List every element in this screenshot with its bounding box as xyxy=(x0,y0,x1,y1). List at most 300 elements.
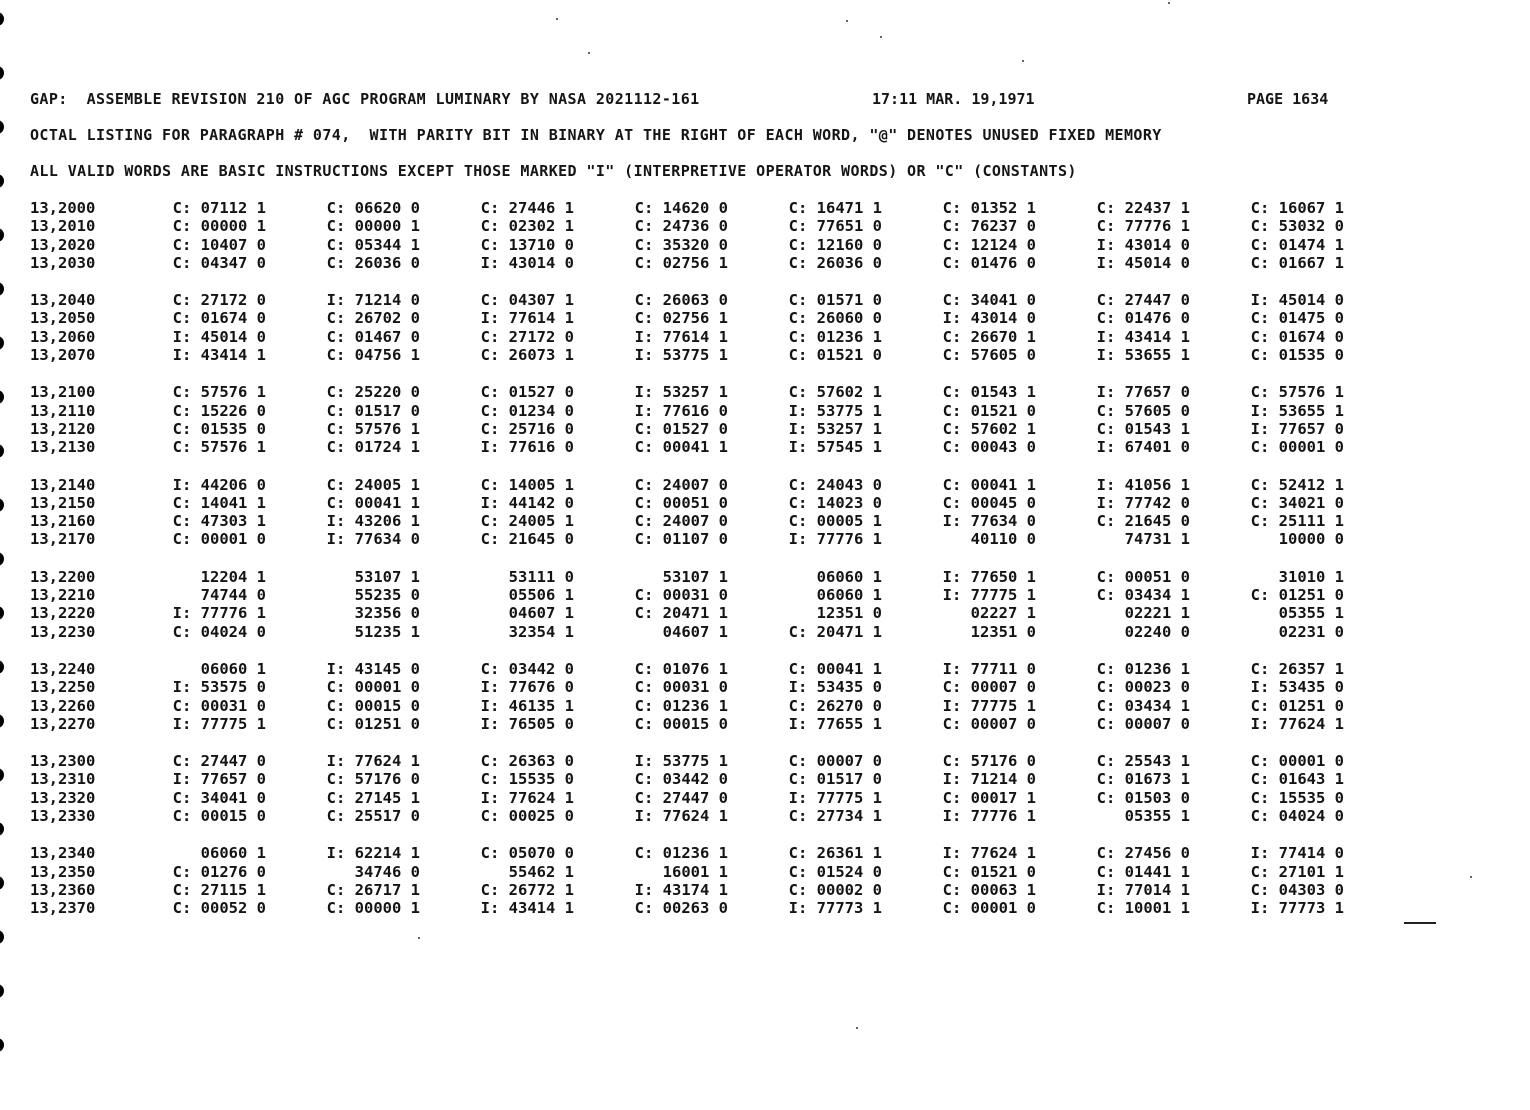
memory-address: 13,2330 xyxy=(30,807,96,826)
octal-word: 32354 1 xyxy=(508,622,574,641)
octal-word: C: 21645 0 xyxy=(480,530,574,549)
punch-hole xyxy=(0,120,4,134)
octal-word: I: 53775 1 xyxy=(788,401,882,420)
octal-word: C: 01475 0 xyxy=(1250,309,1344,328)
octal-word: C: 04024 0 xyxy=(172,622,266,641)
octal-word: C: 76237 0 xyxy=(942,217,1036,236)
octal-word: C: 03434 1 xyxy=(1096,696,1190,715)
octal-word: I: 77776 1 xyxy=(942,807,1036,826)
octal-word: C: 26036 0 xyxy=(788,253,882,272)
octal-word: C: 01724 1 xyxy=(326,438,420,457)
octal-word: C: 10001 1 xyxy=(1096,899,1190,918)
octal-word: C: 25716 0 xyxy=(480,419,574,438)
memory-address: 13,2130 xyxy=(30,438,96,457)
octal-word: C: 01674 0 xyxy=(1250,327,1344,346)
octal-word: I: 53435 0 xyxy=(1250,678,1344,697)
octal-word: C: 00052 0 xyxy=(172,899,266,918)
octal-word: C: 12160 0 xyxy=(788,235,882,254)
memory-address: 13,2120 xyxy=(30,419,96,438)
octal-word: C: 01543 1 xyxy=(1096,419,1190,438)
octal-word: C: 01107 0 xyxy=(634,530,728,549)
octal-word: C: 01527 0 xyxy=(634,419,728,438)
octal-word: C: 01571 0 xyxy=(788,291,882,310)
memory-address: 13,2110 xyxy=(30,401,96,420)
octal-word: C: 01467 0 xyxy=(326,327,420,346)
octal-word: I: 53435 0 xyxy=(788,678,882,697)
punch-hole xyxy=(0,768,4,782)
octal-word: C: 57576 1 xyxy=(172,383,266,402)
octal-word: I: 53775 1 xyxy=(634,346,728,365)
scan-speck xyxy=(588,52,590,54)
octal-word: C: 01643 1 xyxy=(1250,770,1344,789)
memory-address: 13,2000 xyxy=(30,199,96,217)
octal-word: C: 01441 1 xyxy=(1096,862,1190,881)
scan-speck xyxy=(1470,876,1472,878)
octal-word: I: 77650 1 xyxy=(942,567,1036,586)
octal-word: I: 77634 0 xyxy=(326,530,420,549)
punch-hole xyxy=(0,498,4,512)
octal-word: C: 24043 0 xyxy=(788,475,882,494)
octal-word: C: 01524 0 xyxy=(788,862,882,881)
octal-word: I: 77014 1 xyxy=(1096,880,1190,899)
octal-word: I: 71214 0 xyxy=(326,291,420,310)
octal-word: C: 26060 0 xyxy=(788,309,882,328)
octal-word: I: 77614 1 xyxy=(634,327,728,346)
octal-word: C: 34041 0 xyxy=(942,291,1036,310)
octal-word: I: 53655 1 xyxy=(1250,401,1344,420)
octal-word: I: 77711 0 xyxy=(942,659,1036,678)
octal-word: C: 02756 1 xyxy=(634,253,728,272)
octal-word: C: 77651 0 xyxy=(788,217,882,236)
punch-hole xyxy=(0,1038,4,1052)
octal-word: C: 25517 0 xyxy=(326,807,420,826)
octal-word: I: 77616 0 xyxy=(634,401,728,420)
header-timestamp: 17:11 MAR. 19,1971 xyxy=(872,90,1035,108)
octal-word: C: 24005 1 xyxy=(480,512,574,531)
memory-address: 13,2070 xyxy=(30,346,96,365)
octal-word: 12351 0 xyxy=(816,604,882,623)
octal-word: C: 14023 0 xyxy=(788,493,882,512)
octal-word: C: 14005 1 xyxy=(480,475,574,494)
octal-word: C: 00007 0 xyxy=(942,714,1036,733)
octal-word: I: 53257 1 xyxy=(634,383,728,402)
octal-word: 53111 0 xyxy=(508,567,574,586)
octal-word: 74731 1 xyxy=(1124,530,1190,549)
octal-word: C: 00000 1 xyxy=(326,217,420,236)
octal-word: I: 77775 1 xyxy=(942,586,1036,605)
octal-word: C: 57602 1 xyxy=(942,419,1036,438)
memory-address: 13,2240 xyxy=(30,659,96,678)
octal-word: C: 35320 0 xyxy=(634,235,728,254)
octal-word: C: 27101 1 xyxy=(1250,862,1344,881)
octal-word: C: 01521 0 xyxy=(788,346,882,365)
octal-word: I: 77742 0 xyxy=(1096,493,1190,512)
octal-word: I: 77624 1 xyxy=(326,752,420,771)
octal-word: C: 00001 0 xyxy=(326,678,420,697)
octal-word: C: 00025 0 xyxy=(480,807,574,826)
scan-mark xyxy=(1404,922,1436,924)
octal-word: 02240 0 xyxy=(1124,622,1190,641)
octal-word: 12204 1 xyxy=(200,567,266,586)
octal-word: C: 04347 0 xyxy=(172,253,266,272)
octal-word: C: 00007 0 xyxy=(788,752,882,771)
octal-word: I: 77773 1 xyxy=(788,899,882,918)
octal-word: C: 02302 1 xyxy=(480,217,574,236)
octal-word: C: 01674 0 xyxy=(172,309,266,328)
memory-address: 13,2340 xyxy=(30,844,96,863)
octal-word: C: 57576 1 xyxy=(172,438,266,457)
octal-word: 12351 0 xyxy=(970,622,1036,641)
octal-word: 53107 1 xyxy=(662,567,728,586)
octal-word: I: 77657 0 xyxy=(1096,383,1190,402)
octal-word: C: 27446 1 xyxy=(480,199,574,217)
octal-word: C: 26670 1 xyxy=(942,327,1036,346)
octal-word: C: 00031 0 xyxy=(634,678,728,697)
octal-word: I: 77624 1 xyxy=(1250,714,1344,733)
octal-word: C: 77776 1 xyxy=(1096,217,1190,236)
octal-word: 16001 1 xyxy=(662,862,728,881)
octal-word: C: 00041 1 xyxy=(634,438,728,457)
octal-word: C: 16067 1 xyxy=(1250,199,1344,217)
octal-word: C: 00000 1 xyxy=(326,899,420,918)
octal-word: 04607 1 xyxy=(662,622,728,641)
octal-word: I: 77655 1 xyxy=(788,714,882,733)
octal-word: C: 10407 0 xyxy=(172,235,266,254)
octal-word: C: 52412 1 xyxy=(1250,475,1344,494)
octal-word: I: 43145 0 xyxy=(326,659,420,678)
octal-word: I: 44142 0 xyxy=(480,493,574,512)
octal-word: I: 43414 1 xyxy=(172,346,266,365)
octal-word: I: 44206 0 xyxy=(172,475,266,494)
octal-word: C: 03442 0 xyxy=(634,770,728,789)
octal-word: I: 77775 1 xyxy=(172,714,266,733)
scan-speck xyxy=(846,20,848,22)
octal-word: I: 76505 0 xyxy=(480,714,574,733)
octal-word: C: 26063 0 xyxy=(634,291,728,310)
octal-word: C: 01251 0 xyxy=(326,714,420,733)
octal-word: C: 15226 0 xyxy=(172,401,266,420)
octal-word: C: 02756 1 xyxy=(634,309,728,328)
header-line-3: ALL VALID WORDS ARE BASIC INSTRUCTIONS EXCEPT THOSE MARKED "I" (INTERPRETIVE OPERATOR WORDS) OR "C" (CONSTANTS) xyxy=(30,162,1077,180)
octal-word: C: 01521 0 xyxy=(942,862,1036,881)
punch-hole xyxy=(0,606,4,620)
octal-word: I: 77776 1 xyxy=(788,530,882,549)
octal-word: C: 00041 1 xyxy=(942,475,1036,494)
octal-word: C: 04303 0 xyxy=(1250,880,1344,899)
octal-word: C: 03434 1 xyxy=(1096,586,1190,605)
octal-word: I: 77414 0 xyxy=(1250,844,1344,863)
octal-word: C: 07112 1 xyxy=(172,199,266,217)
header-page-number: PAGE 1634 xyxy=(1247,90,1329,108)
octal-word: I: 45014 0 xyxy=(1096,253,1190,272)
octal-word: C: 00063 1 xyxy=(942,880,1036,899)
octal-word: C: 00002 0 xyxy=(788,880,882,899)
octal-word: C: 34041 0 xyxy=(172,788,266,807)
octal-word: I: 53655 1 xyxy=(1096,346,1190,365)
octal-word: 05355 1 xyxy=(1278,604,1344,623)
octal-word: I: 77657 0 xyxy=(1250,419,1344,438)
octal-word: C: 57176 0 xyxy=(326,770,420,789)
octal-word: C: 01535 0 xyxy=(172,419,266,438)
memory-address: 13,2150 xyxy=(30,493,96,512)
scan-speck xyxy=(1168,2,1170,4)
octal-word: C: 01251 0 xyxy=(1250,586,1344,605)
octal-word: C: 27447 0 xyxy=(1096,291,1190,310)
octal-word: I: 43014 0 xyxy=(480,253,574,272)
scan-speck xyxy=(556,18,558,20)
octal-word: C: 00041 1 xyxy=(788,659,882,678)
octal-word: C: 26036 0 xyxy=(326,253,420,272)
octal-word: C: 26357 1 xyxy=(1250,659,1344,678)
octal-word: I: 77773 1 xyxy=(1250,899,1344,918)
octal-word: C: 00007 0 xyxy=(1096,714,1190,733)
octal-word: C: 15535 0 xyxy=(1250,788,1344,807)
memory-address: 13,2040 xyxy=(30,291,96,310)
octal-word: I: 53257 1 xyxy=(788,419,882,438)
octal-word: C: 15535 0 xyxy=(480,770,574,789)
octal-word: C: 01236 1 xyxy=(1096,659,1190,678)
octal-word: I: 57545 1 xyxy=(788,438,882,457)
octal-word: C: 01517 0 xyxy=(326,401,420,420)
octal-word: C: 26363 0 xyxy=(480,752,574,771)
punch-hole xyxy=(0,228,4,242)
octal-word: C: 00043 0 xyxy=(942,438,1036,457)
octal-word: C: 21645 0 xyxy=(1096,512,1190,531)
scan-speck xyxy=(856,1027,858,1029)
octal-word: I: 53575 0 xyxy=(172,678,266,697)
octal-word: C: 01076 1 xyxy=(634,659,728,678)
header-line-2: OCTAL LISTING FOR PARAGRAPH # 074, WITH PARITY BIT IN BINARY AT THE RIGHT OF EACH WORD, "@" DENOTES UNUSED FIXED MEMORY xyxy=(30,126,1162,144)
octal-word: C: 27456 0 xyxy=(1096,844,1190,863)
octal-word: C: 27447 0 xyxy=(172,752,266,771)
memory-address: 13,2260 xyxy=(30,696,96,715)
punch-hole xyxy=(0,552,4,566)
scan-speck xyxy=(418,937,420,939)
octal-word: C: 27447 0 xyxy=(634,788,728,807)
memory-address: 13,2020 xyxy=(30,235,96,254)
octal-word: I: 45014 0 xyxy=(172,327,266,346)
octal-word: C: 01476 0 xyxy=(942,253,1036,272)
memory-address: 13,2350 xyxy=(30,862,96,881)
octal-word: 06060 1 xyxy=(816,586,882,605)
octal-word: C: 00263 0 xyxy=(634,899,728,918)
punch-hole xyxy=(0,12,4,26)
octal-word: C: 00015 0 xyxy=(326,696,420,715)
octal-word: C: 26270 0 xyxy=(788,696,882,715)
octal-word: C: 01527 0 xyxy=(480,383,574,402)
octal-word: I: 43014 0 xyxy=(942,309,1036,328)
memory-address: 13,2220 xyxy=(30,604,96,623)
octal-word: C: 25543 1 xyxy=(1096,752,1190,771)
octal-word: 32356 0 xyxy=(354,604,420,623)
octal-word: C: 20471 1 xyxy=(788,622,882,641)
octal-word: I: 77624 1 xyxy=(942,844,1036,863)
octal-word: C: 04756 1 xyxy=(326,346,420,365)
punch-hole xyxy=(0,174,4,188)
memory-address: 13,2050 xyxy=(30,309,96,328)
octal-word: 40110 0 xyxy=(970,530,1036,549)
octal-word: C: 57605 0 xyxy=(1096,401,1190,420)
octal-word: 05506 1 xyxy=(508,586,574,605)
memory-address: 13,2270 xyxy=(30,714,96,733)
memory-address: 13,2160 xyxy=(30,512,96,531)
octal-word: C: 01352 1 xyxy=(942,199,1036,217)
octal-word: C: 27145 1 xyxy=(326,788,420,807)
octal-word: I: 77624 1 xyxy=(634,807,728,826)
octal-word: C: 01535 0 xyxy=(1250,346,1344,365)
octal-word: 06060 1 xyxy=(200,659,266,678)
octal-word: C: 00023 0 xyxy=(1096,678,1190,697)
octal-word: C: 01521 0 xyxy=(942,401,1036,420)
octal-word: C: 00051 0 xyxy=(634,493,728,512)
octal-word: C: 27172 0 xyxy=(480,327,574,346)
octal-word: 06060 1 xyxy=(200,844,266,863)
octal-word: C: 01667 1 xyxy=(1250,253,1344,272)
octal-word: 55462 1 xyxy=(508,862,574,881)
octal-word: I: 45014 0 xyxy=(1250,291,1344,310)
octal-word: 04607 1 xyxy=(508,604,574,623)
memory-address: 13,2230 xyxy=(30,622,96,641)
octal-word: I: 62214 1 xyxy=(326,844,420,863)
memory-address: 13,2360 xyxy=(30,880,96,899)
octal-word: C: 00051 0 xyxy=(1096,567,1190,586)
octal-word: C: 27115 1 xyxy=(172,880,266,899)
octal-word: C: 12124 0 xyxy=(942,235,1036,254)
octal-word: C: 00001 0 xyxy=(172,530,266,549)
octal-word: I: 77634 0 xyxy=(942,512,1036,531)
punch-hole xyxy=(0,66,4,80)
octal-word: C: 03442 0 xyxy=(480,659,574,678)
octal-word: C: 01517 0 xyxy=(788,770,882,789)
octal-word: 05355 1 xyxy=(1124,807,1190,826)
memory-address: 13,2100 xyxy=(30,383,96,402)
octal-word: I: 77676 0 xyxy=(480,678,574,697)
octal-word: C: 01503 0 xyxy=(1096,788,1190,807)
punch-hole xyxy=(0,822,4,836)
memory-address: 13,2010 xyxy=(30,217,96,236)
octal-word: C: 05344 1 xyxy=(326,235,420,254)
octal-word: C: 25220 0 xyxy=(326,383,420,402)
octal-word: C: 24005 1 xyxy=(326,475,420,494)
memory-address: 13,2030 xyxy=(30,253,96,272)
octal-word: C: 24007 0 xyxy=(634,475,728,494)
punch-hole xyxy=(0,336,4,350)
octal-word: C: 26361 1 xyxy=(788,844,882,863)
octal-word: C: 01236 1 xyxy=(634,844,728,863)
octal-word: C: 00045 0 xyxy=(942,493,1036,512)
punch-hole xyxy=(0,930,4,944)
octal-word: I: 77616 0 xyxy=(480,438,574,457)
octal-word: I: 77657 0 xyxy=(172,770,266,789)
punch-hole xyxy=(0,660,4,674)
octal-word: C: 04024 0 xyxy=(1250,807,1344,826)
punch-hole xyxy=(0,444,4,458)
octal-word: C: 57576 1 xyxy=(1250,383,1344,402)
octal-word: C: 25111 1 xyxy=(1250,512,1344,531)
octal-word: C: 26073 1 xyxy=(480,346,574,365)
octal-word: 10000 0 xyxy=(1278,530,1344,549)
octal-word: C: 57576 1 xyxy=(326,419,420,438)
octal-word: I: 77776 1 xyxy=(172,604,266,623)
octal-word: C: 14041 1 xyxy=(172,493,266,512)
octal-word: I: 43206 1 xyxy=(326,512,420,531)
octal-word: C: 22437 1 xyxy=(1096,199,1190,217)
octal-word: 02227 1 xyxy=(970,604,1036,623)
octal-word: 51235 1 xyxy=(354,622,420,641)
memory-address: 13,2300 xyxy=(30,752,96,771)
octal-word: I: 77624 1 xyxy=(480,788,574,807)
octal-word: I: 67401 0 xyxy=(1096,438,1190,457)
octal-word: I: 77614 1 xyxy=(480,309,574,328)
octal-word: C: 00001 0 xyxy=(1250,438,1344,457)
octal-word: I: 46135 1 xyxy=(480,696,574,715)
memory-address: 13,2170 xyxy=(30,530,96,549)
punch-hole xyxy=(0,984,4,998)
octal-word: I: 53775 1 xyxy=(634,752,728,771)
octal-word: C: 04307 1 xyxy=(480,291,574,310)
octal-word: C: 24736 0 xyxy=(634,217,728,236)
octal-word: 31010 1 xyxy=(1278,567,1344,586)
octal-word: C: 05070 0 xyxy=(480,844,574,863)
octal-word: C: 26717 1 xyxy=(326,880,420,899)
octal-word: C: 00017 1 xyxy=(942,788,1036,807)
octal-word: 34746 0 xyxy=(354,862,420,881)
octal-word: C: 01251 0 xyxy=(1250,696,1344,715)
octal-word: C: 16471 1 xyxy=(788,199,882,217)
octal-word: I: 43414 1 xyxy=(480,899,574,918)
octal-word: I: 71214 0 xyxy=(942,770,1036,789)
memory-address: 13,2200 xyxy=(30,567,96,586)
octal-word: 53107 1 xyxy=(354,567,420,586)
octal-word: C: 00005 1 xyxy=(788,512,882,531)
octal-word: C: 01236 1 xyxy=(634,696,728,715)
octal-word: C: 06620 0 xyxy=(326,199,420,217)
octal-word: C: 01234 0 xyxy=(480,401,574,420)
punch-hole xyxy=(0,390,4,404)
octal-word: C: 01276 0 xyxy=(172,862,266,881)
octal-word: 74744 0 xyxy=(200,586,266,605)
octal-word: C: 01543 1 xyxy=(942,383,1036,402)
punch-hole xyxy=(0,876,4,890)
memory-address: 13,2370 xyxy=(30,899,96,918)
octal-word: 06060 1 xyxy=(816,567,882,586)
scan-speck xyxy=(880,36,882,38)
octal-word: C: 00015 0 xyxy=(172,807,266,826)
octal-word: C: 34021 0 xyxy=(1250,493,1344,512)
octal-word: C: 47303 1 xyxy=(172,512,266,531)
octal-word: C: 01476 0 xyxy=(1096,309,1190,328)
octal-word: C: 20471 1 xyxy=(634,604,728,623)
octal-word: 02231 0 xyxy=(1278,622,1344,641)
octal-word: I: 43414 1 xyxy=(1096,327,1190,346)
octal-word: I: 77775 1 xyxy=(788,788,882,807)
octal-word: C: 00001 0 xyxy=(1250,752,1344,771)
octal-word: C: 24007 0 xyxy=(634,512,728,531)
octal-word: C: 57176 0 xyxy=(942,752,1036,771)
octal-word: 02221 1 xyxy=(1124,604,1190,623)
octal-word: I: 77775 1 xyxy=(942,696,1036,715)
octal-word: C: 26702 0 xyxy=(326,309,420,328)
memory-address: 13,2140 xyxy=(30,475,96,494)
octal-word: C: 13710 0 xyxy=(480,235,574,254)
octal-word: C: 01236 1 xyxy=(788,327,882,346)
octal-word: C: 00007 0 xyxy=(942,678,1036,697)
octal-word: C: 27734 1 xyxy=(788,807,882,826)
octal-word: C: 00001 0 xyxy=(942,899,1036,918)
octal-word: C: 14620 0 xyxy=(634,199,728,217)
memory-address: 13,2320 xyxy=(30,788,96,807)
octal-word: I: 41056 1 xyxy=(1096,475,1190,494)
